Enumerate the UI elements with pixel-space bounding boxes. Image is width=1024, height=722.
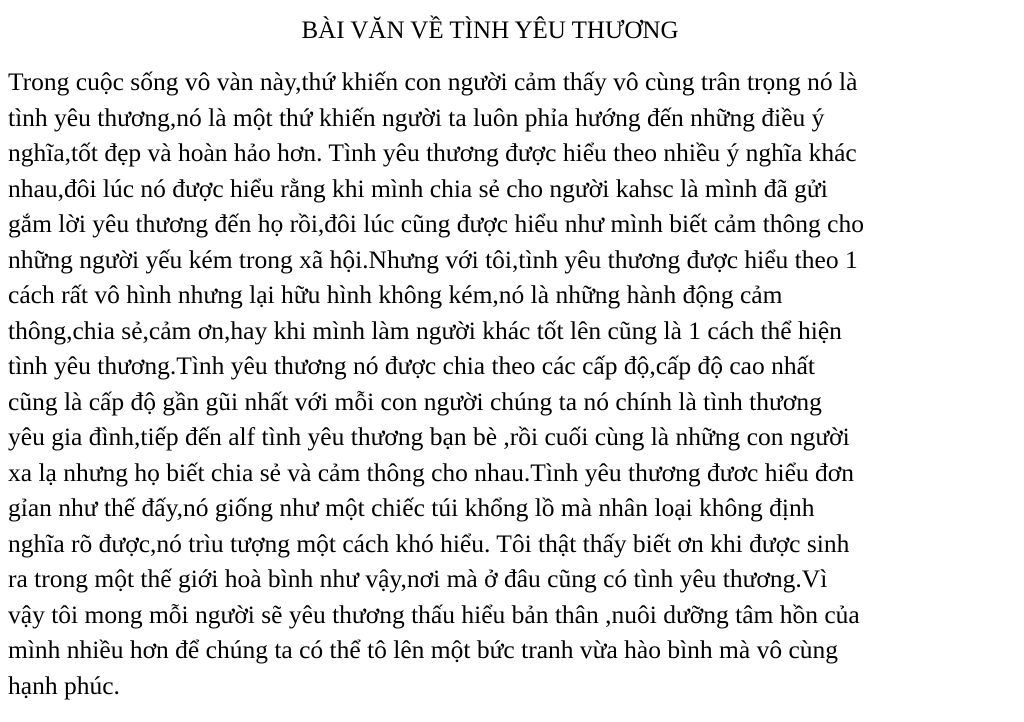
body-line: Trong cuộc sống vô vàn này,thứ khiến con người cảm thấy vô cùng trân trọng nó là — [8, 67, 858, 96]
body-line: ra trong một thế giới hoà bình như vậy,nơi mà ở đâu cũng có tình yêu thương.Vì — [8, 564, 828, 593]
body-line: gắm lời yêu thương đến họ rồi,đôi lúc cũng được hiểu như mình biết cảm thông cho — [8, 209, 864, 238]
body-line: nhau,đôi lúc nó được hiểu rằng khi mình chia sẻ cho người kahsc là mình đã gửi — [8, 173, 828, 203]
body-line: cách rất vô hình nhưng lại hữu hình không kém,nó là những hành động cảm — [8, 280, 783, 309]
body-line: vậy tôi mong mỗi người sẽ yêu thương thấu hiểu bản thân ,nuôi dưỡng tâm hồn của — [8, 599, 860, 629]
body-line: xa lạ nhưng họ biết chia sẻ và cảm thông cho nhau.Tình yêu thương đươc hiểu đơn — [8, 457, 855, 487]
body-line: nghĩa,tốt đẹp và hoàn hảo hơn. Tình yêu thương được hiểu theo nhiều ý nghĩa khác — [8, 138, 857, 167]
body-line: nghĩa rõ được,nó trìu tượng một cách khó hiểu. Tôi thật thấy biết ơn khi được sinh — [8, 528, 850, 558]
body-line: gỉan như thế đấy,nó giống như một chiếc túi khổng lồ mà nhân loại không định — [8, 493, 815, 522]
body-line: tình yêu thương.Tình yêu thương nó được chia theo các cấp độ,cấp độ cao nhất — [8, 351, 816, 380]
body-line: tình yêu thương,nó là một thứ khiến người ta luôn phỉa hướng đến những điều ý — [8, 102, 825, 132]
body-line: cũng là cấp độ gần gũi nhất với mỗi con người chúng ta nó chính là tình thương — [8, 386, 822, 416]
document-title: BÀI VĂN VỀ TÌNH YÊU THƯƠNG — [301, 17, 679, 44]
body-line: hạnh phúc. — [8, 670, 120, 700]
body-line: mình nhiều hơn để chúng ta có thể tô lên một bức tranh vừa hào bình mà vô cùng — [8, 635, 839, 664]
document-body — [8, 64, 1018, 703]
body-line: những người yếu kém trong xã hội.Nhưng với tôi,tình yêu thương được hiểu theo 1 — [8, 244, 858, 274]
body-line: yêu gia đình,tiếp đến alf tình yêu thương bạn bè ,rồi cuối cùng là những con người — [8, 422, 850, 451]
body-line: thông,chia sẻ,cảm ơn,hay khi mình làm người khác tốt lên cũng là 1 cách thể hiện — [8, 315, 842, 345]
